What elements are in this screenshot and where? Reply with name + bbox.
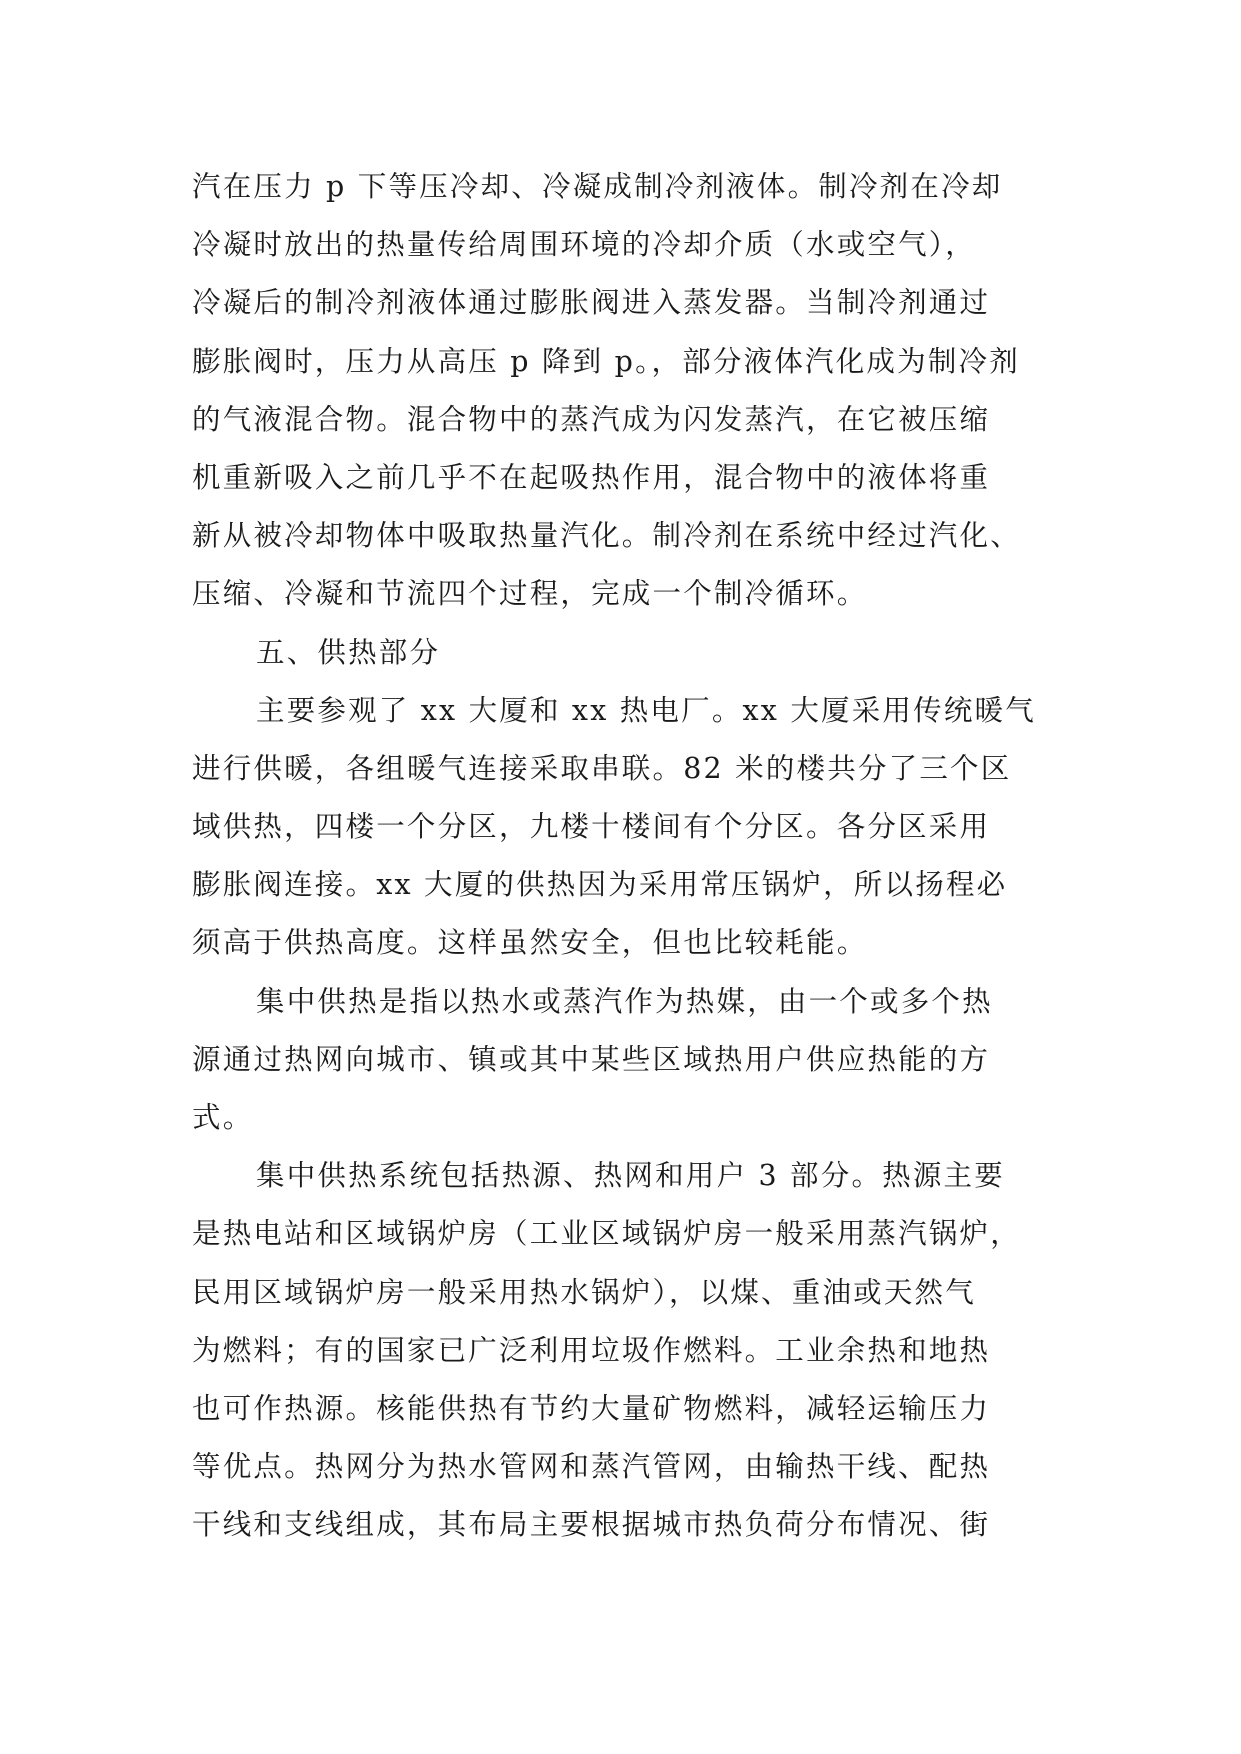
section-heading: 五、供热部分 xyxy=(256,635,441,669)
text-line: 集中供热系统包括热源、热网和用户 3 部分。热源主要 xyxy=(256,1159,1005,1193)
text-line: 膨胀阀时，压力从高压 p 降到 p。，部分液体汽化成为制冷剂 xyxy=(192,344,1020,378)
text-line: 域供热，四楼一个分区，九楼十楼间有个分区。各分区采用 xyxy=(192,810,991,844)
text-line: 机重新吸入之前几乎不在起吸热作用，混合物中的液体将重 xyxy=(192,460,991,494)
text-line: 是热电站和区域锅炉房（工业区域锅炉房一般采用蒸汽锅炉， xyxy=(192,1217,1021,1251)
text-line: 压缩、冷凝和节流四个过程，完成一个制冷循环。 xyxy=(192,577,868,611)
text-line: 膨胀阀连接。xx 大厦的供热因为采用常压锅炉，所以扬程必 xyxy=(192,868,1008,902)
text-line: 干线和支线组成，其布局主要根据城市热负荷分布情况、街 xyxy=(192,1508,991,1542)
text-line: 冷凝时放出的热量传给周围环境的冷却介质（水或空气）， xyxy=(192,228,976,262)
text-line: 集中供热是指以热水或蒸汽作为热媒，由一个或多个热 xyxy=(256,984,993,1018)
text-line: 冷凝后的制冷剂液体通过膨胀阀进入蒸发器。当制冷剂通过 xyxy=(192,286,991,320)
text-line: 源通过热网向城市、镇或其中某些区域热用户供应热能的方 xyxy=(192,1042,991,1076)
text-line: 主要参观了 xx 大厦和 xx 热电厂。xx 大厦采用传统暖气 xyxy=(256,693,1036,727)
text-line: 为燃料；有的国家已广泛利用垃圾作燃料。工业余热和地热 xyxy=(192,1333,991,1367)
text-line: 进行供暖，各组暖气连接采取串联。82 米的楼共分了三个区 xyxy=(192,751,1012,785)
text-line: 也可作热源。核能供热有节约大量矿物燃料，减轻运输压力 xyxy=(192,1391,991,1425)
document-body xyxy=(192,158,1052,1555)
text-line: 新从被冷却物体中吸取热量汽化。制冷剂在系统中经过汽化、 xyxy=(192,519,1021,553)
text-line: 等优点。热网分为热水管网和蒸汽管网，由输热干线、配热 xyxy=(192,1450,991,1484)
text-line: 汽在压力 p 下等压冷却、冷凝成制冷剂液体。制冷剂在冷却 xyxy=(192,170,1003,203)
text-line: 式。 xyxy=(192,1101,254,1134)
text-line: 的气液混合物。混合物中的蒸汽成为闪发蒸汽，在它被压缩 xyxy=(192,402,991,436)
text-line: 须高于供热高度。这样虽然安全，但也比较耗能。 xyxy=(192,926,868,960)
text-line: 民用区域锅炉房一般采用热水锅炉），以煤、重油或天然气 xyxy=(192,1275,976,1309)
